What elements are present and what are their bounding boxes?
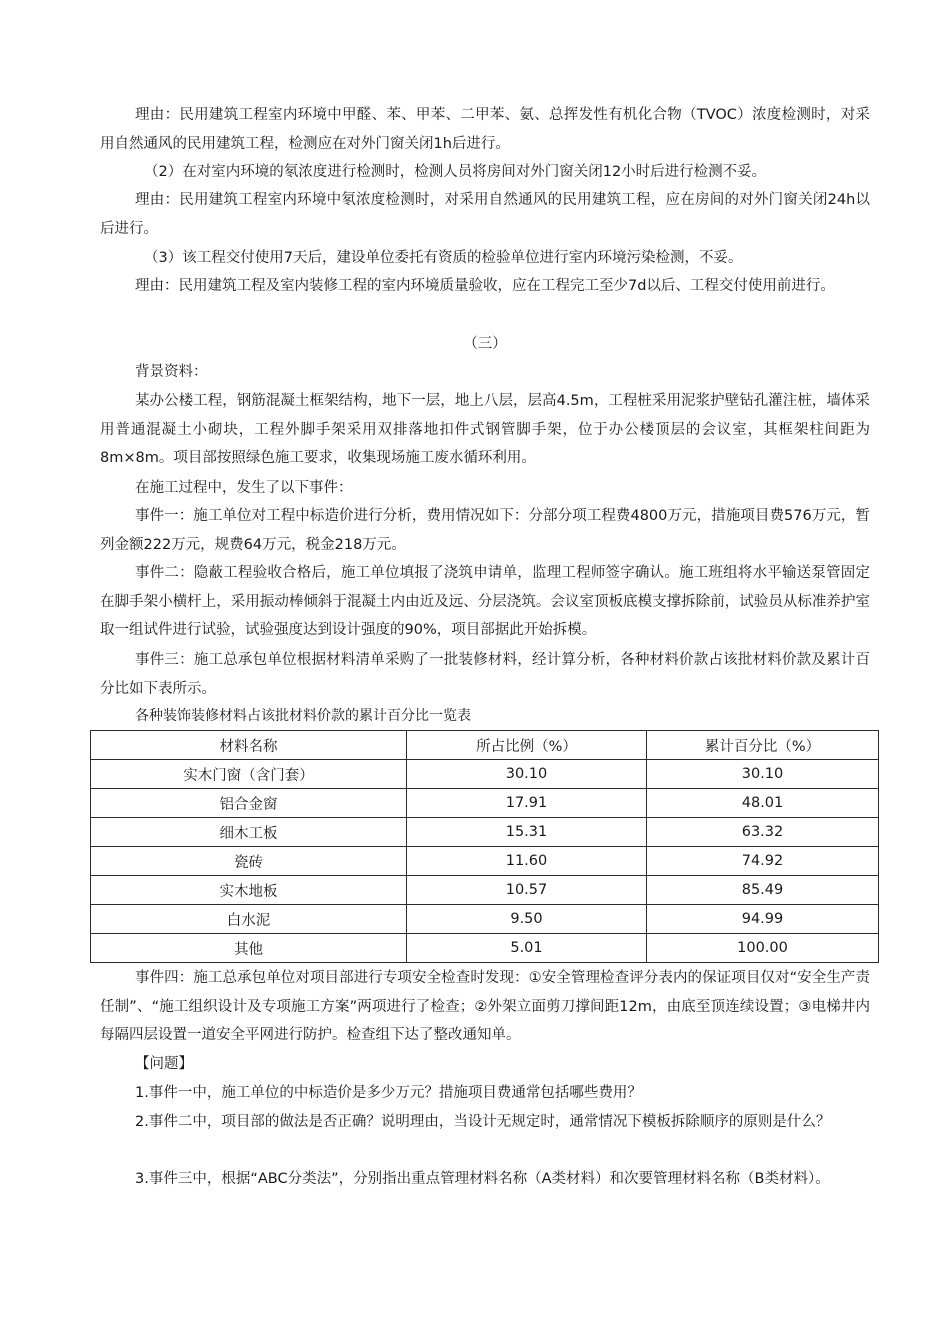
cell-share: 17.91 [407,789,647,818]
cell-cumulative: 63.32 [647,818,879,847]
table-row [91,934,879,963]
paragraph-reason-radon: 理由：民用建筑工程室内环境中氡浓度检测时，对采用自然通风的民用建筑工程，应在房间的对外门窗关闭24h以后进行。 [100,192,870,237]
cell-cumulative: 30.10 [647,760,879,789]
question-3: 3.事件三中，根据“ABC分类法”，分别指出重点管理材料名称（A类材料）和次要管理材料名称（B类材料）。 [135,1171,830,1187]
question-1: 1.事件一中，施工单位的中标造价是多少万元？措施项目费通常包括哪些费用？ [135,1085,642,1101]
cell-share: 11.60 [407,847,647,876]
paragraph-reason-acceptance: 理由：民用建筑工程及室内装修工程的室内环境质量验收，应在工程完工至少7d以后、工程交付使用前进行。 [135,278,835,294]
paragraph-event-4: 事件四：施工总承包单位对项目部进行专项安全检查时发现：①安全管理检查评分表内的保证项目仅对“安全生产责任制”、“施工组织设计及专项施工方案”两项进行了检查；②外架立面剪刀撑间距12m，由底至顶连续设置；③电梯井内每隔四层设置一道安全平网进行防护。检查组下达了整改通知单。 [100,970,870,1044]
paragraph-events-intro: 在施工过程中，发生了以下事件： [135,480,353,496]
cell-cumulative: 85.49 [647,876,879,905]
question-2: 2.事件二中，项目部的做法是否正确？说明理由，当设计无规定时，通常情况下模板拆除顺序的原则是什么？ [135,1114,831,1130]
paragraph-event-2: 事件二：隐蔽工程验收合格后，施工单位填报了浇筑申请单，监理工程师签字确认。施工班组将水平输送泵管固定在脚手架小横杆上，采用振动棒倾斜于混凝土内由近及远、分层浇筑。会议室顶板底模支撑拆除前，试验员从标准养护室取一组试件进行试验，试验强度达到设计强度的90%，项目部据此开始拆模。 [100,565,870,639]
header-material-name: 材料名称 [91,731,407,760]
cell-material: 瓷砖 [91,847,407,876]
cell-share: 9.50 [407,905,647,934]
paragraph-background: 某办公楼工程，钢筋混凝土框架结构，地下一层，地上八层，层高4.5m，工程桩采用泥浆护壁钻孔灌注桩，墙体采用普通混凝土小砌块，工程外脚手架采用双排落地扣件式钢管脚手架，位于办公楼顶层的会议室，其框架柱间距为8m×8m。项目部按照绿色施工要求，收集现场施工废水循环利用。 [100,393,870,467]
cell-material: 实木门窗（含门套） [91,760,407,789]
header-share: 所占比例（%） [407,731,647,760]
header-cumulative: 累计百分比（%） [647,731,879,760]
table-row [91,905,879,934]
table-caption: 各种装饰装修材料占该批材料价款的累计百分比一览表 [135,708,471,724]
table-row [91,876,879,905]
cell-cumulative: 100.00 [647,934,879,963]
paragraph-reason-voc: 理由：民用建筑工程室内环境中甲醛、苯、甲苯、二甲苯、氨、总挥发性有机化合物（TVOC）浓度检测时，对采用自然通风的民用建筑工程，检测应在对外门窗关闭1h后进行。 [100,107,870,152]
cell-share: 10.57 [407,876,647,905]
cell-material: 其他 [91,934,407,963]
cell-share: 15.31 [407,818,647,847]
section-heading: （三） [463,336,507,352]
cell-material: 铝合金窗 [91,789,407,818]
cell-share: 5.01 [407,934,647,963]
paragraph-radon-item: （2）在对室内环境的氡浓度进行检测时，检测人员将房间对外门窗关闭12小时后进行检测不妥。 [144,164,767,180]
background-label: 背景资料： [135,364,208,380]
table-header-row [91,731,879,760]
paragraph-event-1: 事件一：施工单位对工程中标造价进行分析，费用情况如下：分部分项工程费4800万元，措施项目费576万元，暂列金额222万元，规费64万元，税金218万元。 [100,508,870,553]
table-row [91,760,879,789]
cell-material: 白水泥 [91,905,407,934]
paragraph-event-3: 事件三：施工总承包单位根据材料清单采购了一批装修材料，经计算分析，各种材料价款占该批材料价款及累计百分比如下表所示。 [100,652,870,697]
materials-table [90,730,879,963]
cell-material: 细木工板 [91,818,407,847]
table-row [91,847,879,876]
cell-cumulative: 74.92 [647,847,879,876]
table-row [91,818,879,847]
cell-material: 实木地板 [91,876,407,905]
questions-label: 【问题】 [135,1056,193,1072]
cell-cumulative: 48.01 [647,789,879,818]
paragraph-delivery-item: （3）该工程交付使用7天后，建设单位委托有资质的检验单位进行室内环境污染检测，不妥。 [144,250,743,266]
cell-share: 30.10 [407,760,647,789]
table-row [91,789,879,818]
cell-cumulative: 94.99 [647,905,879,934]
